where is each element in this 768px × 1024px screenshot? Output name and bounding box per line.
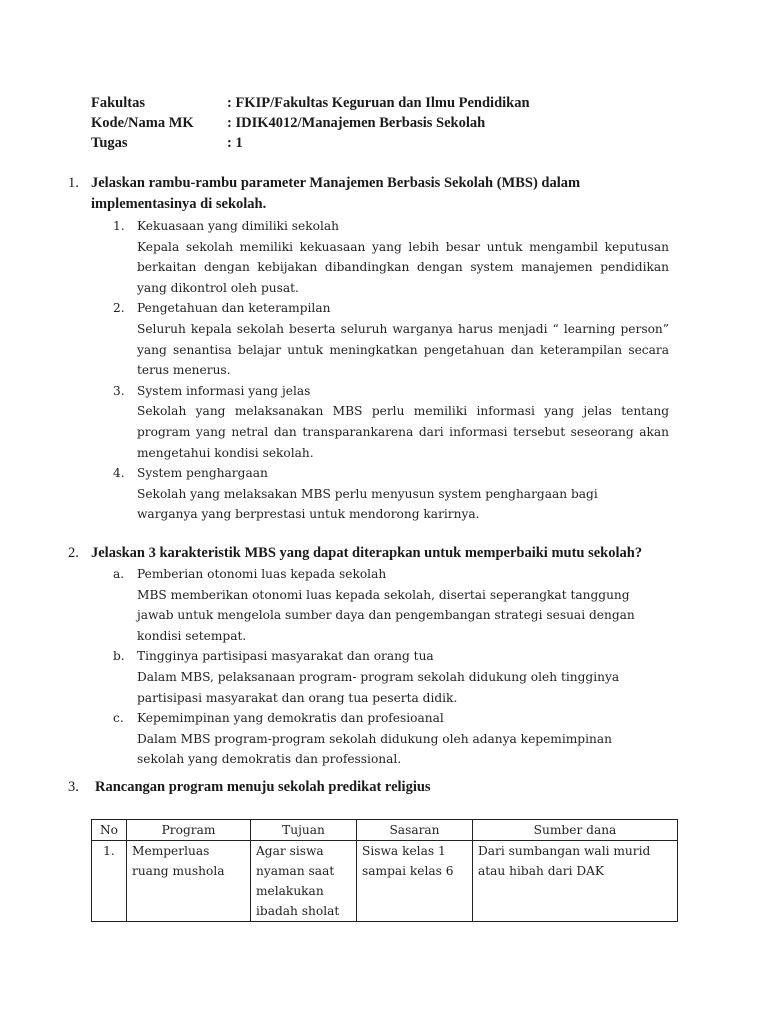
item-description: MBS memberikan otonomi luas kepada sekolah, disertai seperangkat tanggung jawab untuk mengelola sumber daya dan pengembangan strategi sesuai dengan kondisi setempat. [137, 587, 635, 643]
item-marker: 2. [113, 301, 125, 316]
item-title: Kepemimpinan yang demokratis dan profesioanal [137, 711, 444, 726]
item-title: Tingginya partisipasi masyarakat dan orang tua [137, 649, 434, 664]
header-value: : FKIP/Fakultas Keguruan dan Ilmu Pendidikan [227, 95, 530, 111]
list-item [113, 298, 669, 380]
list-item [113, 708, 657, 770]
column-header-sasaran: Sasaran [357, 820, 473, 841]
list-item [113, 646, 657, 708]
item-marker: a. [113, 567, 125, 581]
item-description: Dalam MBS, pelaksanaan program- program sekolah didukung oleh tingginya partisipasi masyarakat dan orang tua peserta didik. [137, 669, 620, 705]
item-title: System penghargaan [137, 466, 268, 481]
question-3 [68, 777, 691, 798]
question-line: Jelaskan rambu-rambu parameter Manajemen Berbasis Sekolah (MBS) dalam [91, 175, 581, 191]
document-header [91, 93, 530, 153]
header-row-kode [91, 113, 530, 133]
item-description: Seluruh kepala sekolah beserta seluruh warganya harus menjadi “ learning person” yang senantisa belajar untuk meningkatkan pengetahuan dan keterampilan secara terus menerus. [137, 321, 669, 378]
header-label: Tugas [91, 135, 128, 151]
column-header-tujuan: Tujuan [251, 820, 357, 841]
question-number: 1. [68, 175, 79, 191]
header-row-fakultas [91, 93, 530, 113]
item-title: Kekuasaan yang dimiliki sekolah [137, 219, 339, 233]
item-description: Sekolah yang melaksakan MBS perlu menyusun system penghargaan bagi warganya yang berprestasi untuk mendorong karirnya. [137, 486, 598, 522]
cell-no: 1. [92, 841, 127, 922]
question-text: Rancangan program menuju sekolah predikat religius [95, 779, 431, 795]
cell-tujuan: Agar siswa nyaman saat melakukan ibadah sholat [251, 841, 357, 922]
list-item [113, 216, 669, 298]
header-row-tugas [91, 133, 530, 153]
list-item [113, 564, 657, 646]
cell-program: Memperluas ruang mushola [127, 841, 251, 922]
list-item [113, 463, 669, 525]
question-text [91, 173, 671, 215]
item-marker: c. [113, 711, 124, 726]
column-header-program: Program [127, 820, 251, 841]
item-title: Pemberian otonomi luas kepada sekolah [137, 567, 387, 581]
answer-list [113, 216, 669, 525]
item-description: Sekolah yang melaksanakan MBS perlu memiliki informasi yang jelas tentang program yang netral dan transparankarena dari informasi tersebut seseorang akan mengetahui kondisi sekolah. [137, 404, 669, 460]
question-text: Jelaskan 3 karakteristik MBS yang dapat diterapkan untuk memperbaiki mutu sekolah? [91, 545, 643, 561]
answer-list [113, 564, 657, 770]
question-number: 2. [68, 545, 79, 561]
header-label: Fakultas [91, 95, 145, 111]
item-description: Kepala sekolah memiliki kekuasaan yang lebih besar untuk mengambil keputusan berkaitan dengan kebijakan dibandingkan dengan system manajemen pendidikan yang dikontrol oleh pusat. [137, 239, 669, 295]
item-description: Dalam MBS program-program sekolah didukung oleh adanya kepemimpinan sekolah yang demokratis dan professional. [137, 731, 612, 767]
item-title: System informasi yang jelas [137, 383, 311, 398]
program-table [91, 819, 678, 922]
question-1 [68, 173, 671, 525]
cell-sumber-dana: Dari sumbangan wali murid atau hibah dari DAK [473, 841, 678, 922]
header-value: : IDIK4012/Manajemen Berbasis Sekolah [227, 115, 486, 131]
question-2 [68, 543, 691, 770]
table-header-row [92, 820, 678, 841]
header-label: Kode/Nama MK [91, 115, 194, 131]
item-marker: b. [113, 649, 125, 664]
table-row [92, 841, 678, 922]
cell-sasaran: Siswa kelas 1 sampai kelas 6 [357, 841, 473, 922]
column-header-sumber-dana: Sumber dana [473, 820, 678, 841]
item-marker: 3. [113, 383, 125, 398]
item-title: Pengetahuan dan keterampilan [137, 301, 331, 316]
question-line: implementasinya di sekolah. [91, 196, 267, 212]
item-marker: 1. [113, 219, 125, 233]
list-item [113, 381, 669, 463]
column-header-no: No [92, 820, 127, 841]
question-number: 3. [68, 779, 79, 795]
item-marker: 4. [113, 466, 125, 481]
header-value: : 1 [227, 135, 243, 151]
